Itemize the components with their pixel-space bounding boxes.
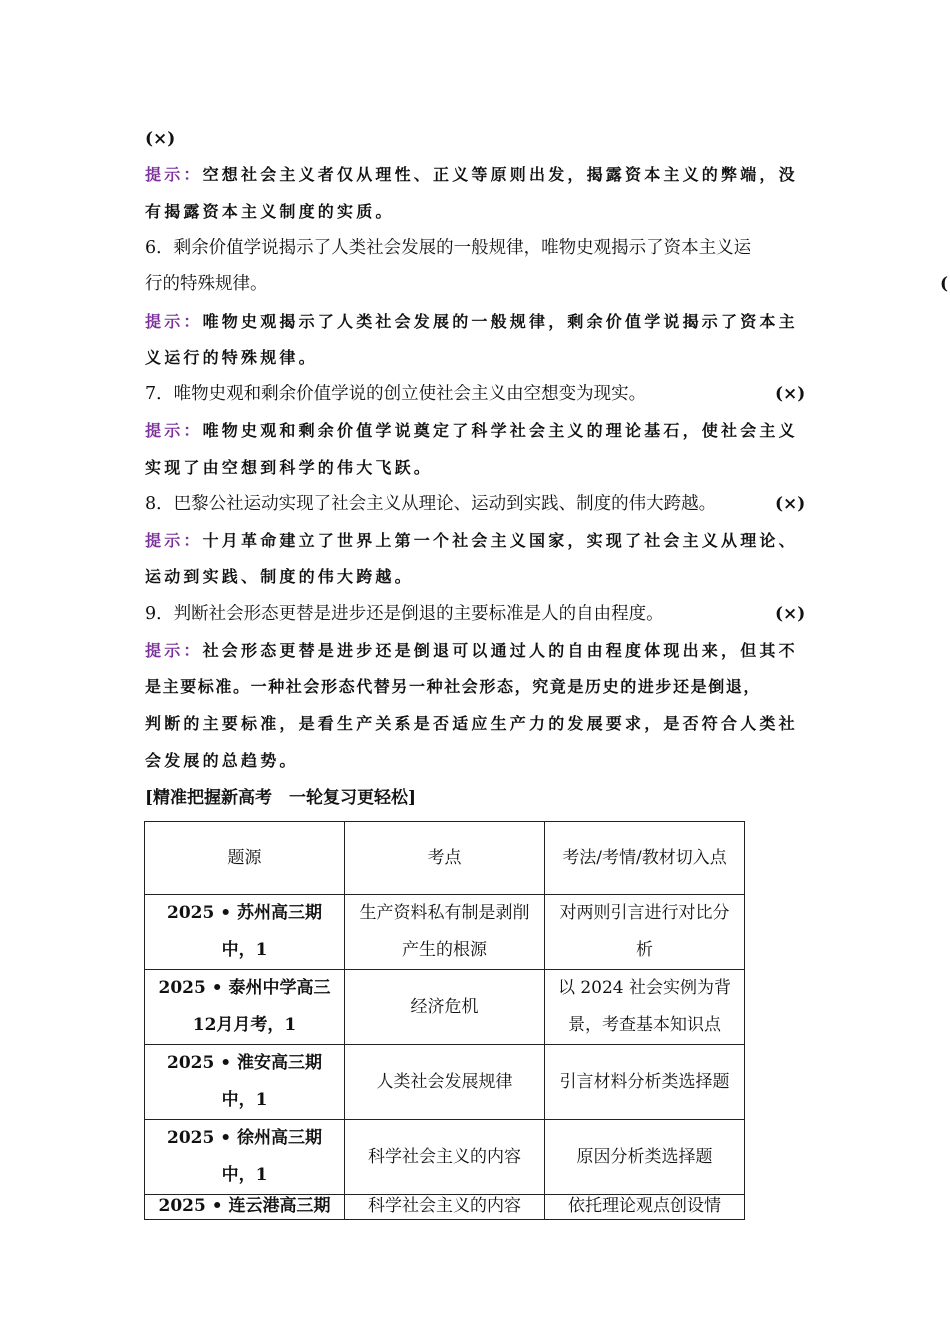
hint-paragraph: [145, 164, 798, 186]
hint-text: 有揭露资本主义制度的实质。: [145, 202, 395, 221]
table-cell-point: 科学社会主义的内容: [345, 1120, 545, 1195]
table-header-row: [145, 822, 745, 895]
hint-text: 空想社会主义者仅从理性、正义等原则出发，揭露资本主义的弊端，没: [202, 165, 798, 184]
table-row: [145, 970, 745, 1045]
hint-paragraph: [145, 640, 798, 662]
hint-text: 是主要标准。一种社会形态代替另一种社会形态，究竟是历史的进步还是倒退，: [145, 677, 762, 696]
hint-label: 提示：: [145, 531, 203, 550]
hint-label: 提示：: [145, 165, 203, 184]
hint-text: 运动到实践、制度的伟大跨越。: [145, 567, 414, 586]
table-cell-source: 2025 • 连云港高三期: [145, 1195, 345, 1220]
table-cell-method: 对两则引言进行对比分析: [545, 895, 745, 970]
question-source-table: [144, 821, 745, 1220]
hint-text: 义运行的特殊规律。: [145, 348, 318, 367]
hint-text: 唯物史观揭示了人类社会发展的一般规律，剩余价值学说揭示了资本主: [202, 312, 798, 331]
question-8: 8．巴黎公社运动实现了社会主义从理论、运动到实践、制度的伟大跨越。: [145, 494, 717, 514]
table-cell-point: 人类社会发展规律: [345, 1045, 545, 1120]
hint-paragraph: [145, 530, 798, 552]
hint-paragraph: [145, 420, 798, 442]
table-cell-source: 2025 • 泰州中学高三12月月考，1: [145, 970, 345, 1045]
table-cell-point: 经济危机: [345, 970, 545, 1045]
hint-text: 判断的主要标准，是看生产关系是否适应生产力的发展要求，是否符合人类社: [145, 714, 798, 733]
answer-mark: (×): [145, 129, 176, 149]
table-row: [145, 1120, 745, 1195]
answer-mark: (×): [775, 384, 806, 404]
table-cell-point: 生产资料私有制是剥削产生的根源: [345, 895, 545, 970]
question-9: 9．判断社会形态更替是进步还是倒退的主要标准是人的自由程度。: [145, 604, 664, 624]
hint-text: 十月革命建立了世界上第一个社会主义国家，实现了社会主义从理论、: [202, 531, 798, 550]
question-6-cont: 行的特殊规律。: [145, 274, 268, 294]
hint-text: 会发展的总趋势。: [145, 751, 299, 770]
table-row: [145, 895, 745, 970]
question-6: 6．剩余价值学说揭示了人类社会发展的一般规律，唯物史观揭示了资本主义运: [145, 238, 752, 258]
table-cell-method: 原因分析类选择题: [545, 1120, 745, 1195]
table-cell-source: 2025 • 徐州高三期中，1: [145, 1120, 345, 1195]
table-row: [145, 1045, 745, 1120]
table-cell-point: 科学社会主义的内容: [345, 1195, 545, 1220]
section-title: [精准把握新高考 一轮复习更轻松]: [145, 788, 417, 808]
table-header-cell: 考点: [345, 822, 545, 895]
answer-mark: (×): [775, 494, 806, 514]
hint-label: 提示：: [145, 641, 203, 660]
table-header-cell: 题源: [145, 822, 345, 895]
question-7: 7．唯物史观和剩余价值学说的创立使社会主义由空想变为现实。: [145, 384, 647, 404]
table-cell-source: 2025 • 淮安高三期中，1: [145, 1045, 345, 1120]
hint-label: 提示：: [145, 312, 203, 331]
table-header-cell: 考法/考情/教材切入点: [545, 822, 745, 895]
table-cell-method: 以 2024 社会实例为背景，考查基本知识点: [545, 970, 745, 1045]
hint-text: 唯物史观和剩余价值学说奠定了科学社会主义的理论基石，使社会主义: [202, 421, 798, 440]
hint-paragraph: [145, 311, 798, 333]
table-cell-method: 引言材料分析类选择题: [545, 1045, 745, 1120]
table-cell-method: 依托理论观点创设情: [545, 1195, 745, 1220]
answer-mark: (: [940, 274, 949, 294]
table-cell-source: 2025 • 苏州高三期中，1: [145, 895, 345, 970]
answer-mark: (×): [775, 604, 806, 624]
hint-label: 提示：: [145, 421, 203, 440]
hint-text: 社会形态更替是进步还是倒退可以通过人的自由程度体现出来，但其不: [202, 641, 798, 660]
table-row: [145, 1195, 745, 1220]
hint-text: 实现了由空想到科学的伟大飞跃。: [145, 458, 434, 477]
